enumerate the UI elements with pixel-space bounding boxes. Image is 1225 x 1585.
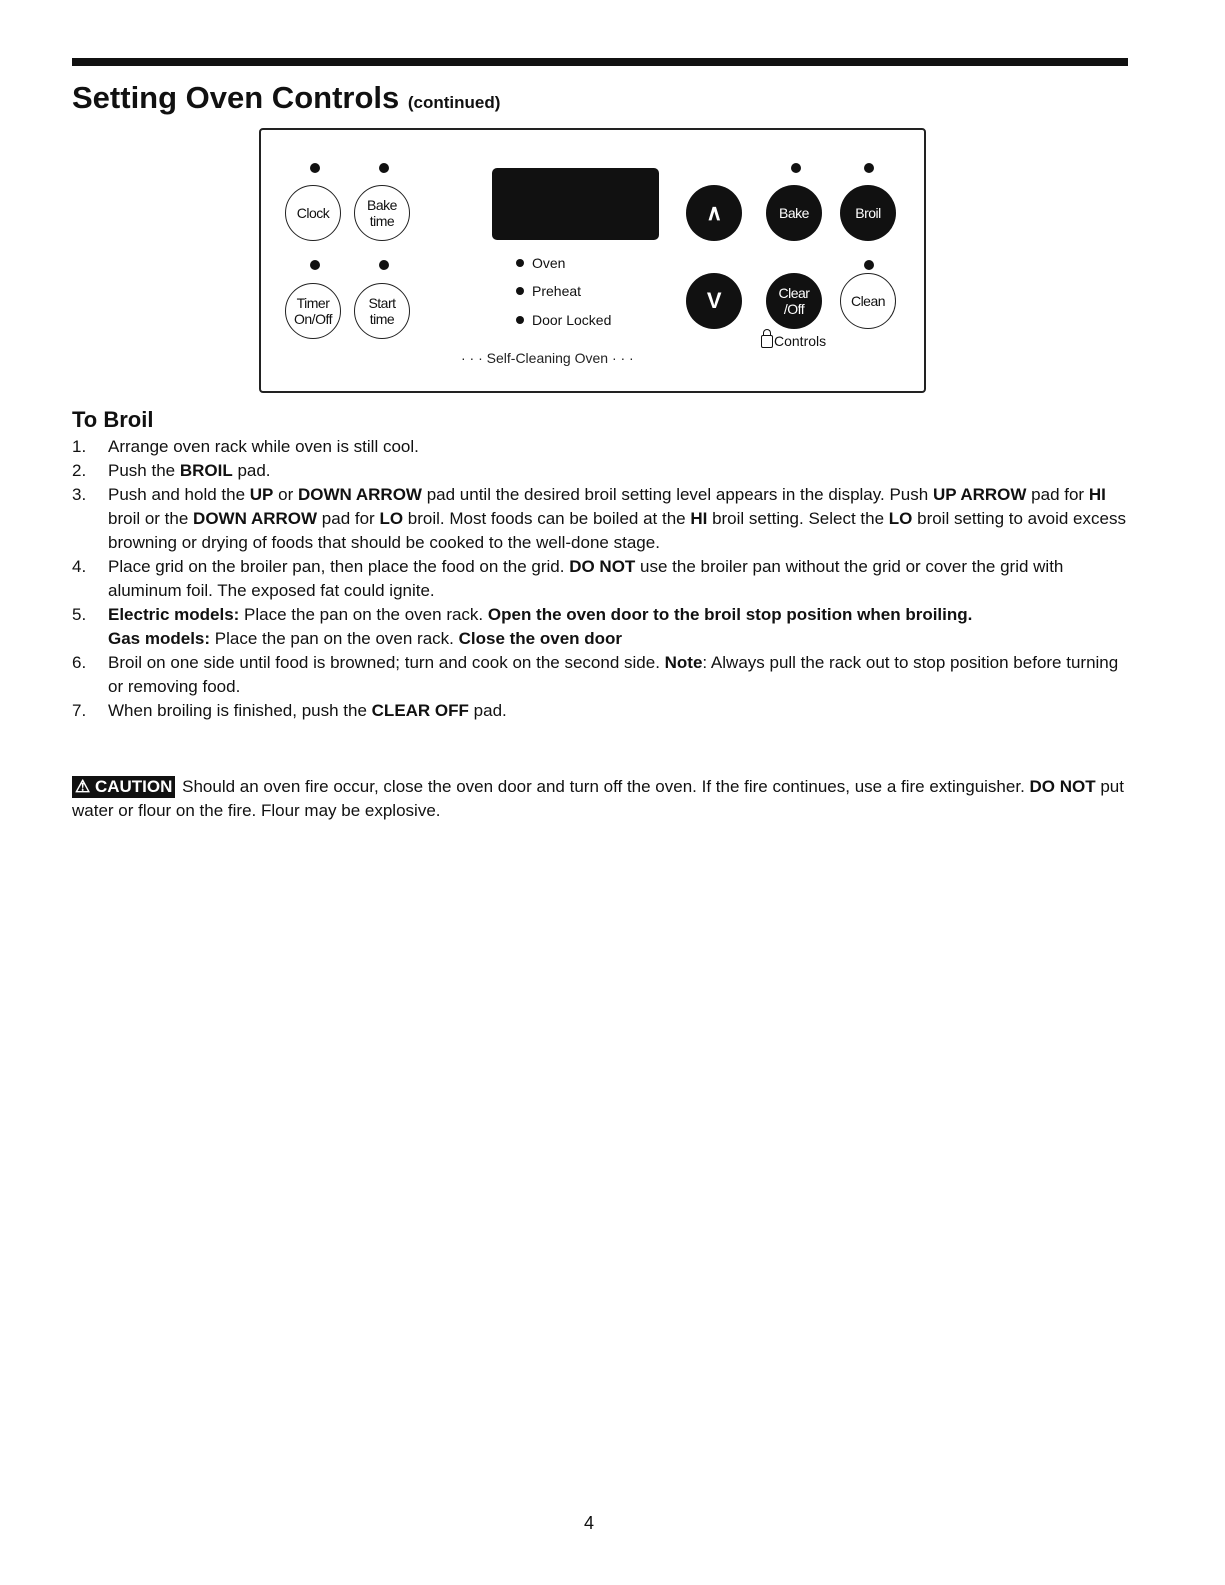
self-cleaning-oven-label: · · · Self-Cleaning Oven · · ·	[461, 350, 634, 366]
emphasis-text: Open the oven door to the broil stop position when broiling.	[487, 605, 973, 624]
body-text: pad until the desired broil setting level appears in the display. Push	[421, 485, 933, 504]
indicator-label: Door Locked	[532, 312, 612, 328]
bake-indicator-dot	[791, 163, 801, 173]
body-text: Push the	[108, 461, 180, 480]
start-time-pad[interactable]	[354, 283, 410, 339]
broil-steps-list	[72, 435, 1132, 723]
body-text: Place grid on the broiler pan, then place the food on the grid.	[108, 557, 570, 576]
caution-badge: ⚠ CAUTION	[72, 776, 175, 798]
timer-on-off-pad[interactable]	[285, 283, 341, 339]
body-text: : Always pull the rack out to stop position before turning or removing food.	[108, 653, 1119, 696]
up-arrow-pad[interactable]: ∧	[686, 185, 742, 241]
step-item	[72, 603, 1132, 651]
oven-control-panel	[259, 128, 926, 393]
indicator-light	[516, 316, 524, 324]
body-text: Broil on one side until food is browned; turn and cook on the second side.	[108, 653, 665, 672]
step-item	[72, 555, 1132, 603]
pad-label-line: time	[369, 213, 395, 229]
emphasis-text: HI	[690, 509, 708, 528]
body-text: Push and hold the	[108, 485, 250, 504]
emphasis-text: DOWN ARROW	[297, 485, 422, 504]
pad-label-line: /Off	[783, 301, 805, 317]
door-locked-indicator	[516, 312, 611, 328]
caution-notice	[72, 775, 1132, 823]
pad-label-line: Clock	[296, 205, 330, 221]
step-number: 6.	[72, 653, 87, 672]
pad-label-line: On/Off	[294, 311, 332, 327]
header-rule	[72, 58, 1128, 66]
step-number: 2.	[72, 461, 87, 480]
body-text: pad for	[1026, 485, 1089, 504]
emphasis-text: HI	[1088, 485, 1106, 504]
oven-indicator	[516, 255, 565, 271]
step-number: 7.	[72, 701, 87, 720]
body-text: Place the pan on the oven rack.	[210, 629, 459, 648]
step-item	[72, 651, 1132, 699]
body-text: put water or flour on the fire. Flour may be explosive.	[72, 777, 1124, 820]
step-number: 1.	[72, 437, 87, 456]
body-text: broil. Most foods can be boiled at the	[403, 509, 691, 528]
pad-label-line: Timer	[296, 295, 330, 311]
body-text: Should an oven fire occur, close the oven door and turn off the oven. If the fire continues, use a fire extinguisher.	[177, 777, 1030, 796]
oven-display	[492, 168, 659, 240]
start-time-indicator-dot	[379, 260, 389, 270]
body-text: pad.	[232, 461, 271, 480]
clean-pad[interactable]: Clean	[840, 273, 896, 329]
step-number: 4.	[72, 557, 87, 576]
emphasis-text: UP	[249, 485, 274, 504]
body-text: broil or the	[108, 509, 194, 528]
clear-off-pad[interactable]	[766, 273, 822, 329]
page-title-text: Setting Oven Controls	[72, 80, 400, 115]
pad-label-line: Clear	[778, 285, 810, 301]
body-text: use the broiler pan without the grid or cover the grid with aluminum foil. The exposed fat could ignite.	[108, 557, 1064, 600]
step-item	[72, 435, 1132, 459]
body-text: or	[273, 485, 298, 504]
bake-pad[interactable]: Bake	[766, 185, 822, 241]
emphasis-text: Close the oven door	[458, 629, 623, 648]
emphasis-text: Gas models:	[108, 629, 211, 648]
bake-time-pad[interactable]	[354, 185, 410, 241]
emphasis-text: Electric models:	[108, 605, 240, 624]
step-number: 5.	[72, 605, 87, 624]
step-item	[72, 699, 1132, 723]
broil-pad[interactable]: Broil	[840, 185, 896, 241]
emphasis-text: DO NOT	[1029, 777, 1096, 796]
clock-pad[interactable]	[285, 185, 341, 241]
lock-icon	[761, 335, 773, 348]
broil-indicator-dot	[864, 163, 874, 173]
page-title-continued: (continued)	[407, 93, 501, 112]
timer-indicator-dot	[310, 260, 320, 270]
indicator-label: Oven	[532, 255, 566, 271]
emphasis-text: BROIL	[179, 461, 233, 480]
emphasis-text: CLEAR OFF	[371, 701, 469, 720]
body-text: pad.	[468, 701, 507, 720]
preheat-indicator	[516, 283, 581, 299]
indicator-light	[516, 287, 524, 295]
indicator-light	[516, 259, 524, 267]
body-text: When broiling is finished, push the	[108, 701, 372, 720]
bake-time-indicator-dot	[379, 163, 389, 173]
step-item	[72, 483, 1132, 555]
pad-label-line: time	[369, 311, 395, 327]
caution-text	[72, 777, 1124, 820]
emphasis-text: DOWN ARROW	[193, 509, 318, 528]
section-heading: To Broil	[72, 407, 154, 432]
down-arrow-pad[interactable]: V	[686, 273, 742, 329]
emphasis-text: UP ARROW	[932, 485, 1027, 504]
clock-indicator-dot	[310, 163, 320, 173]
lock-controls-label	[761, 333, 826, 349]
body-text: Arrange oven rack while oven is still cool.	[108, 437, 419, 456]
step-item	[72, 459, 1132, 483]
page-title	[72, 80, 500, 116]
page-number: 4	[584, 1513, 595, 1533]
step-number: 3.	[72, 485, 87, 504]
indicator-label: Preheat	[532, 283, 582, 299]
pad-label-line: Start	[368, 295, 396, 311]
clean-indicator-dot	[864, 260, 874, 270]
emphasis-text: LO	[379, 509, 404, 528]
pad-label-line: Bake	[367, 197, 397, 213]
body-text: broil setting to avoid excess browning or drying of foods that should be cooked to the well-done stage.	[108, 509, 1126, 552]
emphasis-text: DO NOT	[569, 557, 636, 576]
body-text: pad for	[317, 509, 380, 528]
body-text: broil setting. Select the	[707, 509, 889, 528]
body-text: Place the pan on the oven rack.	[239, 605, 488, 624]
emphasis-text: LO	[888, 509, 913, 528]
emphasis-text: Note	[664, 653, 703, 672]
lock-controls-text: Controls	[774, 333, 827, 349]
